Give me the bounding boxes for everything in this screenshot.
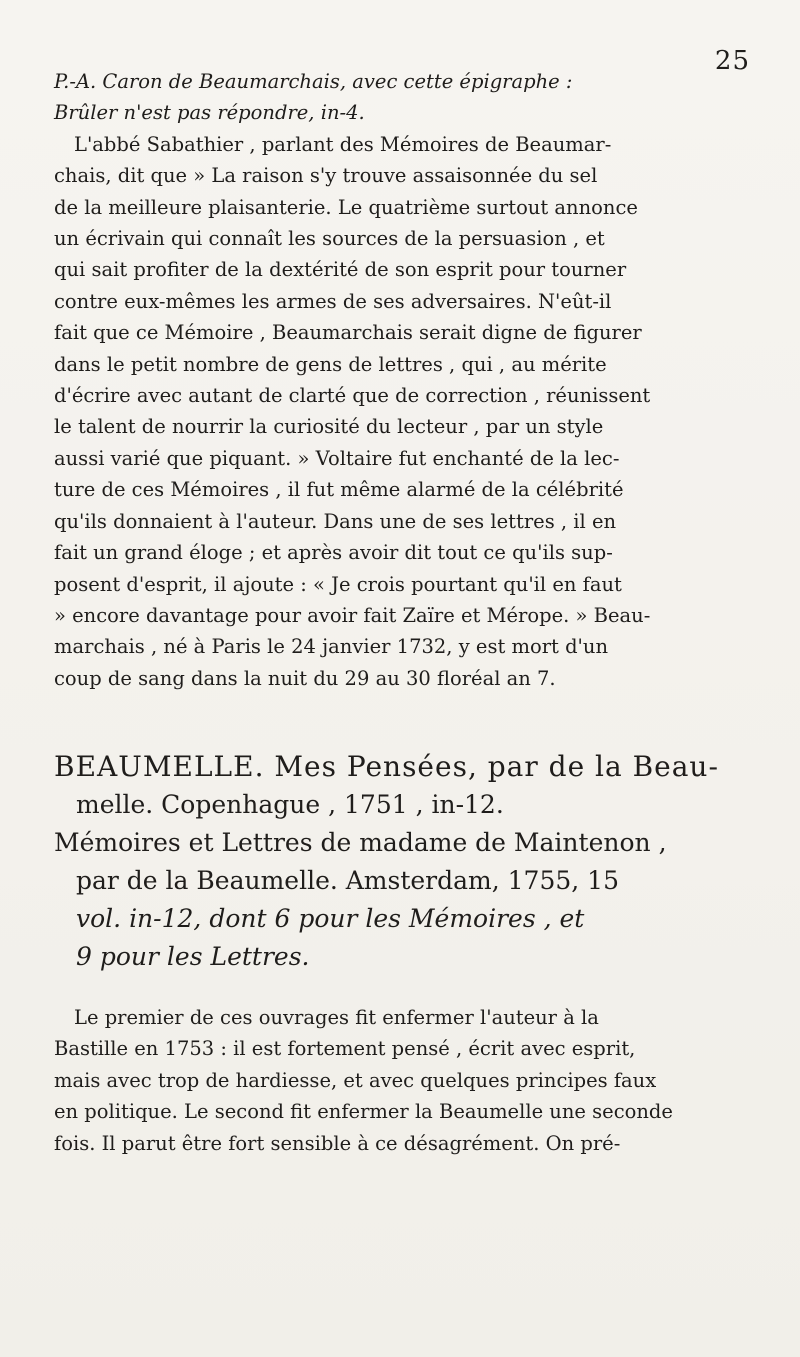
text-line: aussi varié que piquant. » Voltaire fut enchanté de la lec- (54, 446, 620, 470)
text-line: contre eux-mêmes les armes de ses adversaires. N'eût-il (54, 289, 612, 313)
entry-beaumarchais (54, 66, 756, 694)
entry-heading: BEAUMELLE. Mes Pensées, par de la Beau- (54, 750, 719, 783)
text-line: qui sait profiter de la dextérité de son esprit pour tourner (54, 258, 627, 282)
text-line: marchais , né à Paris le 24 janvier 1732, y est mort d'un (54, 635, 609, 659)
page-number: 25 (714, 46, 750, 76)
text-line: Le premier de ces ouvrages fit enfermer l'auteur à la (74, 1006, 599, 1029)
text-line: fait que ce Mémoire , Beaumarchais serait digne de figurer (54, 321, 642, 345)
entry-commentary (54, 1002, 756, 1159)
text-line: chais, dit que » La raison s'y trouve assaisonnée du sel (54, 164, 598, 188)
text-line: fait un grand éloge ; et après avoir dit tout ce qu'ils sup- (54, 541, 613, 565)
text-line: Brûler n'est pas répondre, in-4. (54, 101, 365, 125)
text-line: Mémoires et Lettres de madame de Maintenon , (54, 828, 667, 857)
text-line: de la meilleure plaisanterie. Le quatrième surtout annonce (54, 195, 638, 219)
text-line: d'écrire avec autant de clarté que de correction , réunissent (54, 384, 651, 408)
text-line: le talent de nourrir la curiosité du lecteur , par un style (54, 415, 604, 439)
text-line: dans le petit nombre de gens de lettres , qui , au mérite (54, 352, 607, 376)
text-line: par de la Beaumelle. Amsterdam, 1755, 15 (76, 866, 619, 895)
text-line: P.-A. Caron de Beaumarchais, avec cette épigraphe : (54, 70, 573, 93)
text-line: un écrivain qui connaît les sources de la persuasion , et (54, 227, 605, 251)
text-line: fois. Il parut être fort sensible à ce désagrément. On pré- (54, 1131, 621, 1155)
text-line: posent d'esprit, il ajoute : « Je crois pourtant qu'il en faut (54, 572, 622, 596)
text-line: mais avec trop de hardiesse, et avec quelques principes faux (54, 1068, 657, 1092)
text-line: » encore davantage pour avoir fait Zaïre et Mérope. » Beau- (54, 603, 651, 627)
text-line: melle. Copenhague , 1751 , in-12. (76, 790, 504, 819)
text-line: qu'ils donnaient à l'auteur. Dans une de ses lettres , il en (54, 509, 617, 533)
text-line: vol. in-12, dont 6 pour les Mémoires , et (76, 904, 585, 933)
text-line: en politique. Le second fit enfermer la Beaumelle une seconde (54, 1100, 673, 1124)
text-line: ture de ces Mémoires , il fut même alarmé de la célébrité (54, 478, 624, 502)
text-line: 9 pour les Lettres. (76, 942, 310, 971)
text-line: Bastille en 1753 : il est fortement pensé , écrit avec esprit, (54, 1037, 636, 1061)
text-line: L'abbé Sabathier , parlant des Mémoires de Beaumar- (74, 132, 612, 156)
entry-beaumelle (54, 748, 756, 976)
text-line: coup de sang dans la nuit du 29 au 30 floréal an 7. (54, 666, 556, 690)
